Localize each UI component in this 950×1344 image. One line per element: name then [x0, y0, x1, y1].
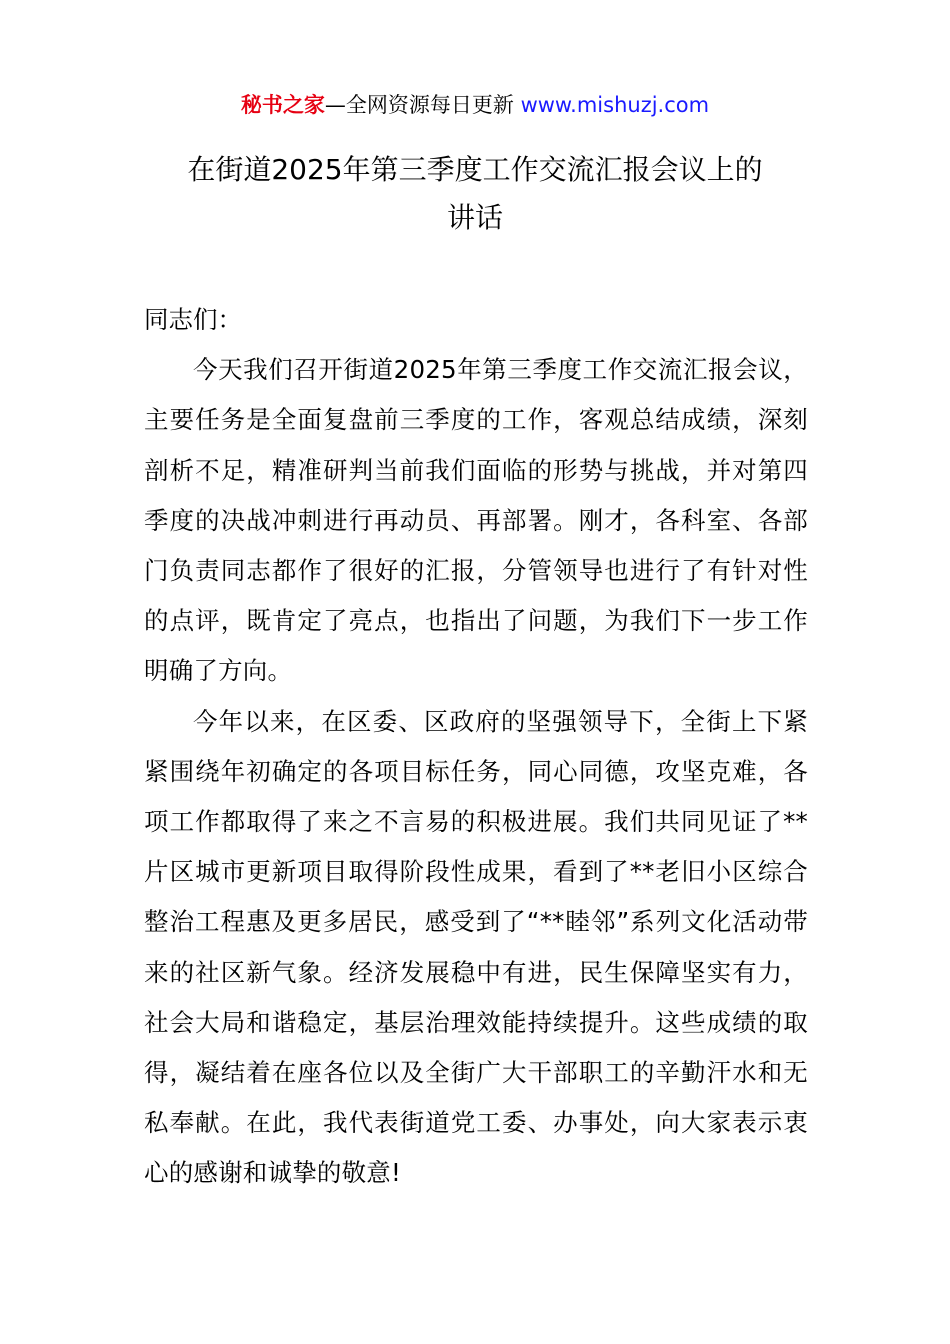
- paragraph-2: 今年以来，在区委、区政府的坚强领导下，全街上下紧紧围绕年初确定的各项目标任务，同心同德，攻坚克难，各项工作都取得了来之不言易的积极进展。我们共同见证了**片区城市更新项目取得阶段性成果，看到了**老旧小区综合整治工程惠及更多居民，感受到了“**睦邻”系列文化活动带来的社区新气象。经济发展稳中有进，民生保障坚实有力，社会大局和谐稳定，基层治理效能持续提升。这些成绩的取得，凝结着在座各位以及全街广大干部职工的辛勤汗水和无私奉献。在此，我代表街道党工委、办事处，向大家表示衷心的感谢和诚挚的敬意!: [144, 706, 808, 1188]
- site-url-link[interactable]: www.mishuzj.com: [520, 93, 710, 117]
- document-body: [144, 295, 808, 1199]
- document-title-line-1: 在街道2025年第三季度工作交流汇报会议上的: [187, 153, 763, 186]
- site-header: [0, 88, 950, 122]
- paragraph-1: 今天我们召开街道2025年第三季度工作交流汇报会议，主要任务是全面复盘前三季度的工作，客观总结成绩，深刻剖析不足，精准研判当前我们面临的形势与挑战，并对第四季度的决战冲刺进行再动员、再部署。刚才，各科室、各部门负责同志都作了很好的汇报，分管领导也进行了有针对性的点评，既肯定了亮点，也指出了问题，为我们下一步工作明确了方向。: [144, 355, 808, 686]
- document-title: [110, 146, 840, 242]
- site-name: 秘书之家: [240, 93, 325, 117]
- salutation: 同志们：: [144, 305, 242, 334]
- document-title-line-2: 讲话: [446, 201, 503, 234]
- site-tagline: —全网资源每日更新: [324, 93, 514, 117]
